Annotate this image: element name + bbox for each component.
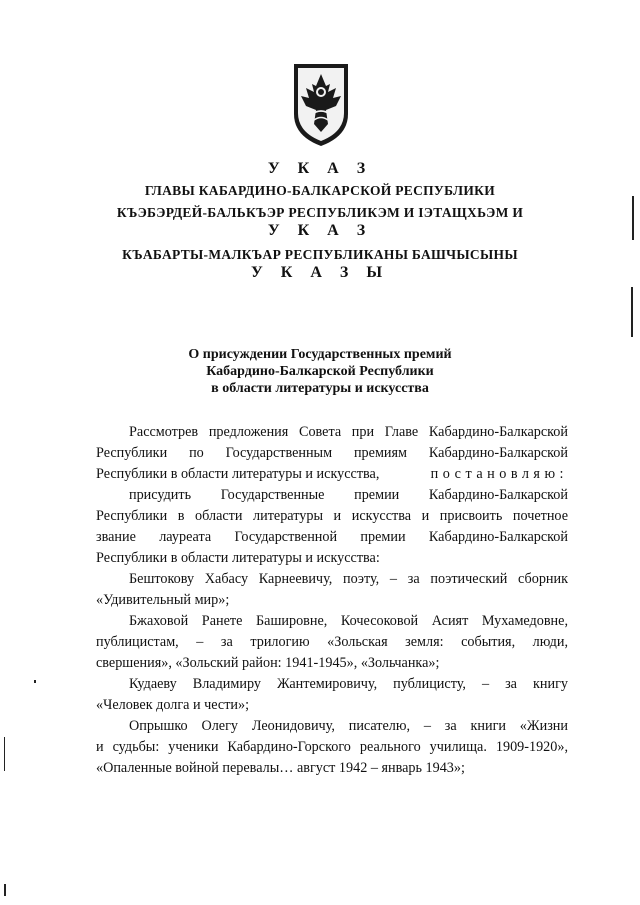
scan-margin-mark [4,737,5,771]
scan-margin-mark [4,884,6,896]
body-line: Республики в области литературы и искусства и присвоить почетное [96,508,568,524]
decree-title: У К А З [267,160,373,177]
body-line: звание лауреата Государственной премии Кабардино-Балкарской [96,529,568,545]
body-line: «Удивительный мир»; [96,592,230,608]
body-line: Рассмотрев предложения Совета при Главе Кабардино-Балкарской [129,424,568,440]
decree-body [96,422,568,779]
decree-title-kabardian: У К А З [267,222,373,239]
scan-margin-mark [632,196,634,240]
body-line: Бештокову Хабасу Карнеевичу, поэту, – за поэтический сборник [129,571,568,587]
decree-issuer-balkar: КЪАБАРТЫ-МАЛКЪАР РЕСПУБЛИКАНЫ БАШЧЫСЫНЫ [122,247,518,262]
scan-margin-mark [631,287,633,337]
subject-line: О присуждении Государственных премий [188,347,452,362]
body-line: присудить Государственные премии Кабардино-Балкарской [129,487,568,503]
body-line: Республики в области литературы и искусства: [96,550,380,566]
decree-subject [0,346,640,397]
scan-speck [34,680,36,683]
decree-issuer-kabardian: КЪЭБЭРДЕЙ-БАЛЬКЪЭР РЕСПУБЛИКЭМ И ІЭТАЩХЬЭМ И [116,205,524,220]
body-text: Республики в области литературы и искусства, [96,466,380,482]
body-line: Опрышко Олегу Леонидовичу, писателю, – за книги «Жизни [129,718,568,734]
decree-issuer-russian: ГЛАВЫ КАБАРДИНО-БАЛКАРСКОЙ РЕСПУБЛИКИ [144,183,496,198]
body-line: Бжаховой Ранете Башировне, Кочесоковой Асият Мухамедовне, [129,613,568,629]
body-line: «Опаленные войной перевалы… август 1942 – январь 1943»; [96,760,465,776]
coat-of-arms-emblem [292,62,350,148]
body-line: публицистам, – за трилогию «Зольская земля: события, люди, [96,634,568,650]
subject-line: Кабардино-Балкарской Республики [206,364,434,379]
resolution-word: постановляю: [430,466,568,482]
body-line: и судьбы: ученики Кабардино-Горского реального училища. 1909-1920», [96,739,568,755]
body-line [96,464,568,485]
subject-line: в области литературы и искусства [211,381,429,396]
body-line: Кудаеву Владимиру Жантемировичу, публицисту, – за книгу [129,676,568,692]
body-line: Республики по Государственным премиям Кабардино-Балкарской [96,445,568,461]
body-line: «Человек долга и чести»; [96,697,250,713]
body-line: свершения», «Зольский район: 1941-1945», «Зольчанка»; [96,655,440,671]
decree-title-balkar: У К А З Ы [250,264,390,281]
